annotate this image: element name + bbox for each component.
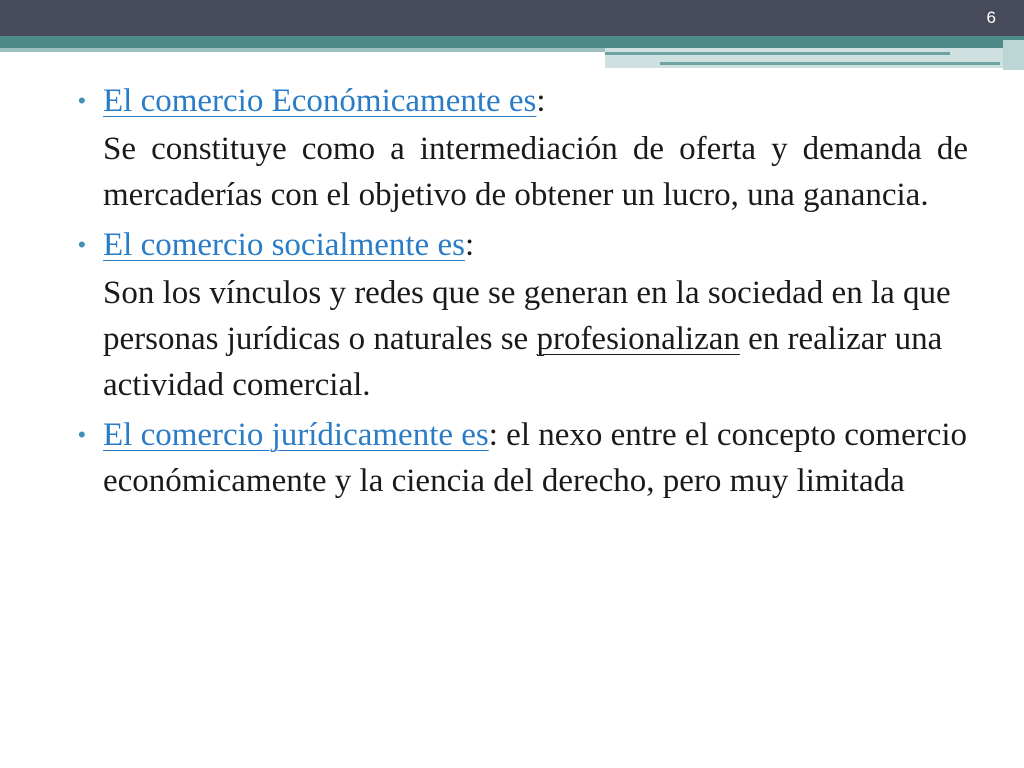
item-suffix: : el nexo entre el concepto comercio económicamente y la ciencia del derecho, pero muy limitada	[103, 417, 968, 499]
bullet-icon: •	[78, 232, 86, 257]
paragraph-social-before: Son los vínculos y redes que se generan en la sociedad en la que personas jurídicas o naturales se	[103, 275, 951, 357]
bullet-item-social	[78, 222, 968, 268]
slide-content	[78, 78, 968, 504]
slide-number: 6	[986, 8, 996, 27]
bullet-item-legal	[78, 412, 968, 504]
header-accent-corner	[1003, 40, 1024, 70]
paragraph-social-after: en realizar una actividad comercial.	[103, 321, 943, 403]
paragraph-social-underlined: profesionalizan	[536, 321, 740, 357]
header-accent-band	[0, 36, 1024, 48]
item-suffix: :	[536, 83, 546, 119]
header-accent-line-right-2	[660, 62, 1000, 65]
paragraph-social	[78, 270, 968, 408]
header-accent-line-left	[0, 48, 605, 52]
header-accent-block-right	[605, 48, 1024, 68]
link-social[interactable]: El comercio socialmente es	[103, 227, 465, 263]
paragraph-economic: Se constituye como a intermediación de oferta y demanda de mercaderías con el objetivo de obtener un lucro, una ganancia.	[103, 131, 968, 213]
bullet-icon: •	[78, 88, 86, 113]
header-bar	[0, 0, 1024, 36]
link-economic[interactable]: El comercio Económicamente es	[103, 83, 537, 119]
bullet-icon: •	[78, 422, 86, 447]
link-legal[interactable]: El comercio jurídicamente es	[103, 417, 489, 453]
bullet-item-economic	[78, 78, 968, 124]
header-accent-line-right-1	[605, 52, 950, 55]
item-suffix: :	[464, 227, 475, 263]
